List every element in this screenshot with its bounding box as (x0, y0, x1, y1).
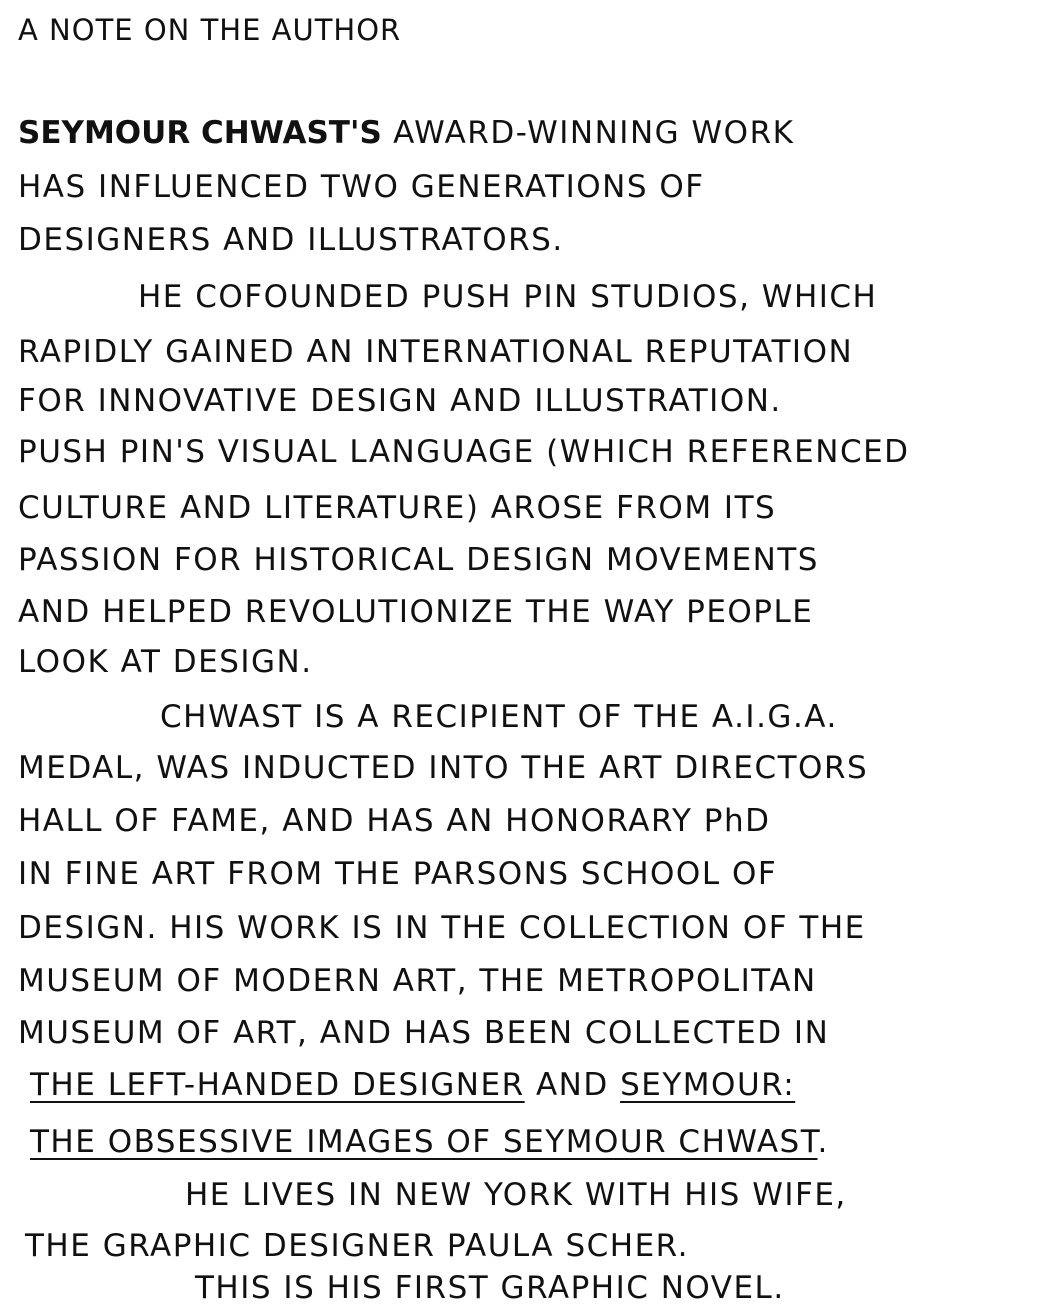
p2-line-6: PASSION FOR HISTORICAL DESIGN MOVEMENTS (18, 542, 819, 578)
p1-line-1-rest: AWARD-WINNING WORK (381, 115, 795, 151)
author-name: SEYMOUR CHWAST'S (18, 115, 382, 151)
p3-line-3: HALL OF FAME, AND HAS AN HONORARY PhD (18, 803, 771, 839)
p1-line-2: HAS INFLUENCED TWO GENERATIONS OF (18, 169, 705, 205)
p2-line-4: PUSH PIN'S VISUAL LANGUAGE (WHICH REFERENCED (18, 434, 910, 470)
p3-line-1: CHWAST IS A RECIPIENT OF THE A.I.G.A. (160, 699, 838, 735)
p2-line-7: AND HELPED REVOLUTIONIZE THE WAY PEOPLE (18, 594, 814, 630)
p3-line-9 (30, 1124, 829, 1160)
p3-line-4: IN FINE ART FROM THE PARSONS SCHOOL OF (18, 856, 778, 892)
p2-line-3: FOR INNOVATIVE DESIGN AND ILLUSTRATION. (18, 383, 782, 419)
p3-line-8 (30, 1067, 796, 1103)
p1-line-3: DESIGNERS AND ILLUSTRATORS. (18, 222, 564, 258)
p3-line-2: MEDAL, WAS INDUCTED INTO THE ART DIRECTORS (18, 750, 869, 786)
book-title-seymour-part1: SEYMOUR: (620, 1067, 796, 1103)
p2-line-5: CULTURE AND LITERATURE) AROSE FROM ITS (18, 490, 777, 526)
p3-line-7: MUSEUM OF ART, AND HAS BEEN COLLECTED IN (18, 1015, 830, 1051)
book-title-left-handed-designer: THE LEFT-HANDED DESIGNER (30, 1067, 525, 1103)
p1-line-1 (18, 115, 795, 151)
p3-line-9-end: . (817, 1124, 829, 1160)
book-title-seymour-part2: THE OBSESSIVE IMAGES OF SEYMOUR CHWAST (30, 1124, 818, 1160)
p3-line-5: DESIGN. HIS WORK IS IN THE COLLECTION OF THE (18, 910, 866, 946)
p2-line-1: HE COFOUNDED PUSH PIN STUDIOS, WHICH (138, 279, 878, 315)
p2-line-2: RAPIDLY GAINED AN INTERNATIONAL REPUTATION (18, 334, 854, 370)
p2-line-8: LOOK AT DESIGN. (18, 644, 313, 680)
page-title: A NOTE ON THE AUTHOR (18, 13, 402, 47)
p5-line-1: THIS IS HIS FIRST GRAPHIC NOVEL. (195, 1270, 785, 1306)
p3-line-6: MUSEUM OF MODERN ART, THE METROPOLITAN (18, 963, 817, 999)
p4-line-2: THE GRAPHIC DESIGNER PAULA SCHER. (25, 1228, 689, 1264)
p4-line-1: HE LIVES IN NEW YORK WITH HIS WIFE, (185, 1177, 847, 1213)
p3-line-8-and: AND (524, 1067, 621, 1103)
